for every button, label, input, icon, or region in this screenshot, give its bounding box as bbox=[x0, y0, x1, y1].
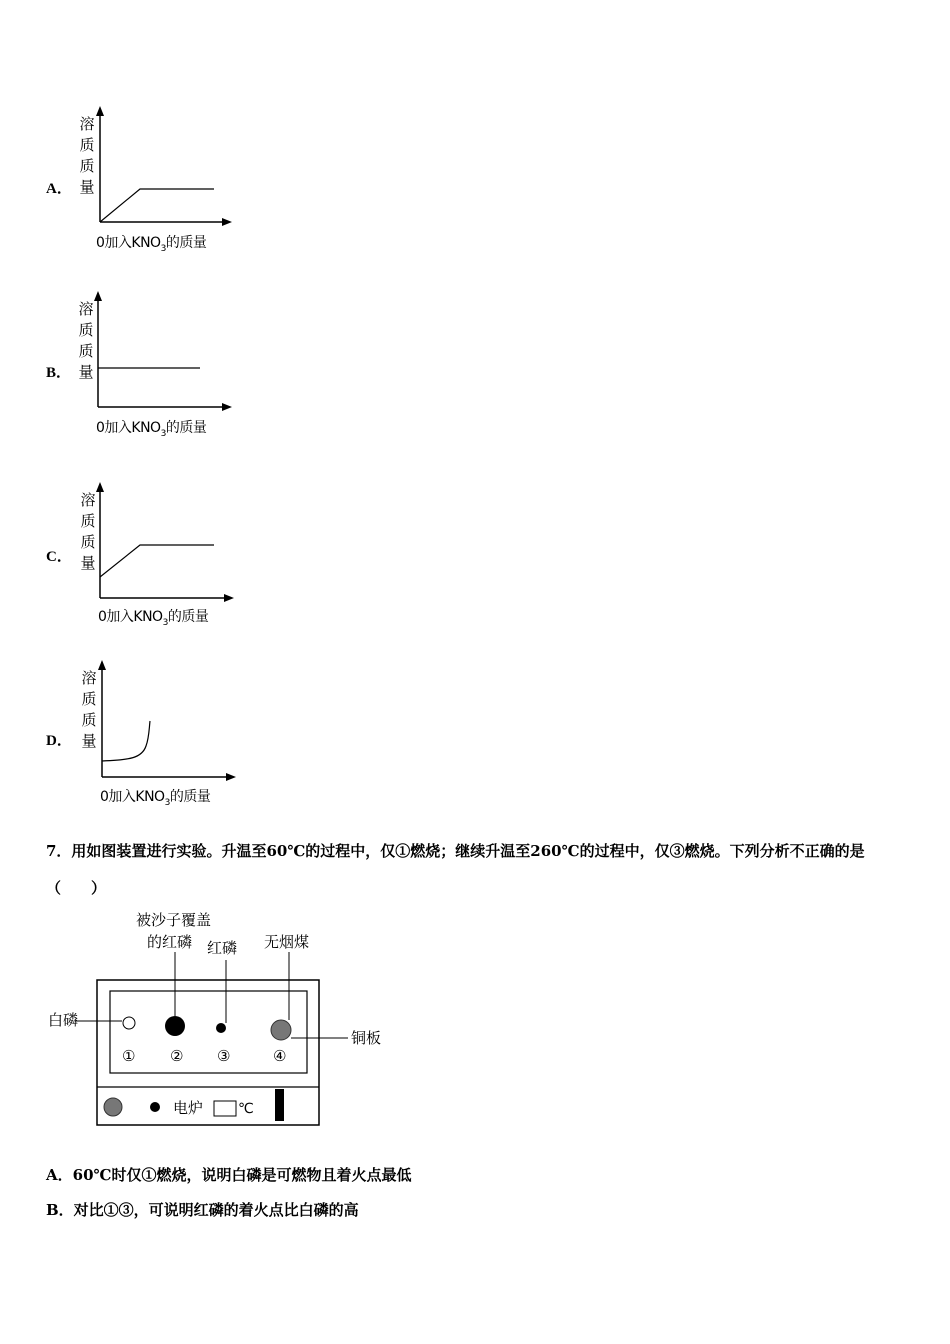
label-num-1: ① bbox=[122, 1047, 136, 1065]
stove-switch-bar bbox=[275, 1089, 284, 1121]
label-white-phosphorus: 白磷 bbox=[48, 1011, 79, 1029]
option-d-label: D． bbox=[46, 733, 72, 749]
label-num-4: ④ bbox=[273, 1047, 287, 1065]
graph-d-curve bbox=[102, 721, 150, 761]
graph-d-ylabel: 溶 质 质 量 bbox=[81, 669, 97, 750]
graph-c-xlabel: 0加入$KNO_3$的质量 bbox=[98, 609, 209, 628]
anthracite-dot bbox=[271, 1020, 291, 1040]
question-7-text: 7．用如图装置进行实验。升温至60℃的过程中，仅①燃烧；继续升温至260℃的过程中，仅③燃烧。下列分析不正确的是（ ） bbox=[46, 842, 865, 897]
label-electric-stove: 电炉 bbox=[173, 1099, 204, 1117]
option-b-label: B． bbox=[46, 365, 72, 381]
option-a-label: A． bbox=[46, 181, 72, 197]
stove-knob-small bbox=[150, 1102, 160, 1112]
label-copper-plate: 铜板 bbox=[351, 1029, 382, 1047]
graph-b-ylabel: 溶 质 质 量 bbox=[78, 300, 94, 381]
graph-b bbox=[70, 289, 250, 439]
graph-c bbox=[70, 480, 250, 630]
sand-covered-red-phosphorus-dot bbox=[165, 1016, 185, 1036]
graph-a-curve bbox=[100, 189, 214, 222]
graph-a-ylabel: 溶 质 质 量 bbox=[79, 115, 95, 196]
option-c-label: C． bbox=[46, 549, 72, 565]
label-celsius: ℃ bbox=[238, 1101, 254, 1117]
temperature-display-box bbox=[214, 1101, 236, 1116]
label-anthracite: 无烟煤 bbox=[264, 933, 310, 951]
label-num-2: ② bbox=[170, 1047, 184, 1065]
experiment-diagram bbox=[40, 905, 420, 1130]
graph-a-xlabel: 0加入$KNO_3$的质量 bbox=[96, 235, 207, 254]
label-sand-line2: 的红磷 bbox=[147, 933, 193, 951]
red-phosphorus-dot bbox=[216, 1023, 226, 1033]
answer-b: B．对比①③，可说明红磷的着火点比白磷的高 bbox=[46, 1201, 359, 1219]
answer-a: A．60℃时仅①燃烧，说明白磷是可燃物且着火点最低 bbox=[46, 1166, 412, 1184]
graph-d-xlabel: 0加入$KNO_3$的质量 bbox=[100, 789, 211, 808]
graph-b-xlabel: 0加入$KNO_3$的质量 bbox=[96, 420, 207, 439]
white-phosphorus-dot bbox=[123, 1017, 135, 1029]
label-sand-line1: 被沙子覆盖 bbox=[136, 911, 212, 929]
graph-c-ylabel: 溶 质 质 量 bbox=[80, 491, 96, 572]
graph-d bbox=[70, 658, 250, 808]
graph-c-curve bbox=[100, 545, 214, 577]
stove-knob-large bbox=[104, 1098, 122, 1116]
label-num-3: ③ bbox=[217, 1047, 231, 1065]
graph-a bbox=[70, 104, 250, 254]
label-red-phosphorus: 红磷 bbox=[207, 939, 238, 957]
